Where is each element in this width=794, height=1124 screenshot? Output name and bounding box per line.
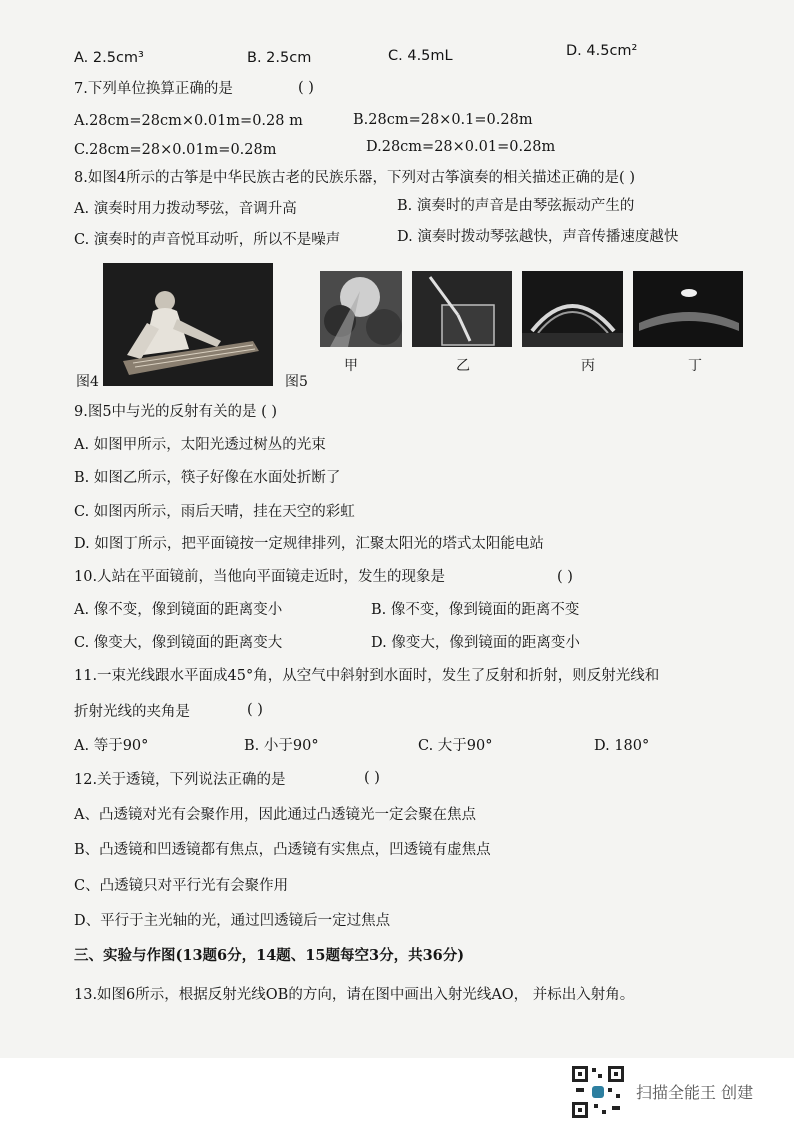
q8-stem: 8.如图4所示的古筝是中华民族古老的民族乐器，下列对古筝演奏的相关描述正确的是( ) <box>74 170 635 186</box>
figure-5-caption: 图5 <box>285 374 308 390</box>
q7-option-b: B.28cm=28×0.1=0.28m <box>353 112 533 128</box>
q7-stem: 7.下列单位换算正确的是 <box>74 81 233 97</box>
q11-option-b: B. 小于90° <box>244 738 319 754</box>
q6-option-b: B. 2.5cm <box>247 50 312 66</box>
q6-option-c: C. 4.5mL <box>388 48 453 64</box>
q9-option-c: C. 如图丙所示，雨后天晴，挂在天空的彩虹 <box>74 504 355 520</box>
q11-option-a: A. 等于90° <box>74 738 149 754</box>
q8-option-c: C. 演奏时的声音悦耳动听，所以不是噪声 <box>74 232 341 248</box>
q12-option-b: B、凸透镜和凹透镜都有焦点，凸透镜有实焦点，凹透镜有虚焦点 <box>74 842 491 858</box>
q11-stem-line2: 折射光线的夹角是 <box>74 704 190 720</box>
figure-5-bing-photo <box>522 271 623 347</box>
q12-stem: 12.关于透镜，下列说法正确的是 <box>74 772 286 788</box>
q10-option-c: C. 像变大，像到镜面的距离变大 <box>74 635 283 651</box>
figure-5-yi-photo <box>412 271 512 347</box>
q9-stem: 9.图5中与光的反射有关的是 ( ) <box>74 404 278 420</box>
q8-option-a: A. 演奏时用力拨动琴弦，音调升高 <box>74 201 297 217</box>
q10-option-b: B. 像不变，像到镜面的距离不变 <box>371 602 580 618</box>
figure-5-label-ding: 丁 <box>688 358 702 374</box>
q7-option-c: C.28cm=28×0.01m=0.28m <box>74 142 277 158</box>
section-3-heading: 三、实验与作图(13题6分，14题、15题每空3分，共36分) <box>74 947 465 964</box>
q10-option-d: D. 像变大，像到镜面的距离变小 <box>371 635 580 651</box>
q7-answer-paren: ( ) <box>298 80 314 96</box>
q10-answer-paren: ( ) <box>557 569 573 585</box>
q13-stem: 13.如图6所示，根据反射光线OB的方向，请在图中画出入射光线AO， 并标出入射角。 <box>74 987 635 1003</box>
q9-option-a: A. 如图甲所示，太阳光透过树丛的光束 <box>74 437 326 453</box>
q7-option-a: A.28cm=28cm×0.01m=0.28 m <box>74 113 303 129</box>
q7-option-d: D.28cm=28×0.01=0.28m <box>366 139 556 155</box>
q12-answer-paren: ( ) <box>364 770 380 786</box>
figure-5-label-yi: 乙 <box>456 358 470 374</box>
q12-option-a: A、凸透镜对光有会聚作用，因此通过凸透镜光一定会聚在焦点 <box>74 807 476 823</box>
q8-option-d: D. 演奏时拨动琴弦越快，声音传播速度越快 <box>397 229 679 245</box>
q6-option-d: D. 4.5cm² <box>566 43 638 59</box>
figure-5-label-jia: 甲 <box>344 358 358 374</box>
scanner-watermark-text: 扫描全能王 创建 <box>636 1083 754 1102</box>
q8-option-b: B. 演奏时的声音是由琴弦振动产生的 <box>397 198 635 214</box>
q11-option-c: C. 大于90° <box>418 738 493 754</box>
figure-5-jia-photo <box>320 271 402 347</box>
figure-5-label-bing: 丙 <box>581 358 595 374</box>
figure-4-guzheng-photo <box>103 263 273 386</box>
figure-5-ding-photo <box>633 271 743 347</box>
q10-option-a: A. 像不变，像到镜面的距离变小 <box>74 602 283 618</box>
q9-option-d: D. 如图丁所示，把平面镜按一定规律排列，汇聚太阳光的塔式太阳能电站 <box>74 536 544 552</box>
q11-stem-line1: 11.一束光线跟水平面成45°角，从空气中斜射到水面时，发生了反射和折射，则反射光线和 <box>74 668 660 684</box>
figure-4-caption: 图4 <box>76 374 99 390</box>
q12-option-d: D、平行于主光轴的光，通过凹透镜后一定过焦点 <box>74 913 391 929</box>
q6-option-a: A. 2.5cm³ <box>74 50 144 66</box>
q9-option-b: B. 如图乙所示，筷子好像在水面处折断了 <box>74 470 341 486</box>
q11-answer-paren: ( ) <box>247 702 263 718</box>
q12-option-c: C、凸透镜只对平行光有会聚作用 <box>74 878 289 894</box>
q11-option-d: D. 180° <box>594 738 650 754</box>
qr-code-icon <box>570 1064 626 1120</box>
q10-stem: 10.人站在平面镜前，当他向平面镜走近时，发生的现象是 <box>74 569 446 585</box>
